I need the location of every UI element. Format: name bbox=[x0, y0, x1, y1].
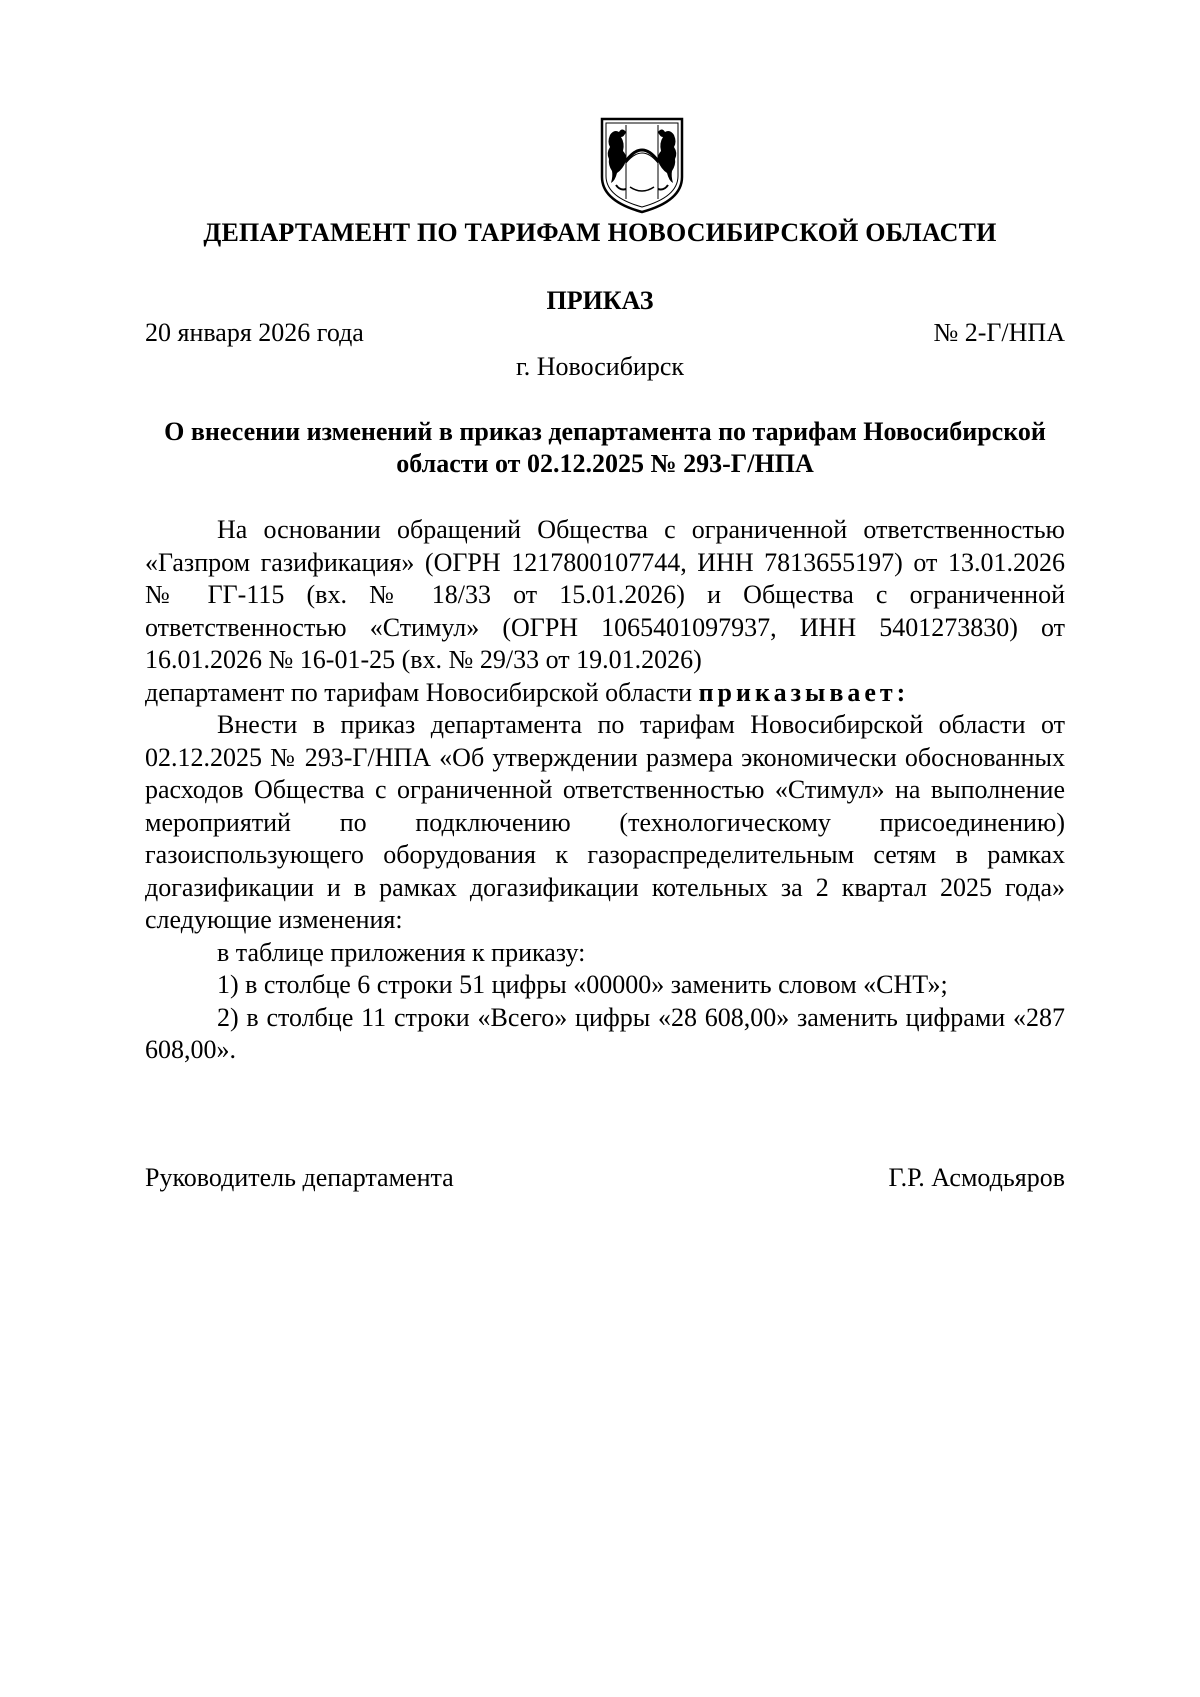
subject-line-2: области от 02.12.2025 № 293-Г/НПА bbox=[396, 449, 814, 478]
orders-paragraph bbox=[145, 677, 1065, 710]
orders-prefix: департамент по тарифам Новосибирской области bbox=[145, 677, 693, 707]
department-title: ДЕПАРТАМЕНТ ПО ТАРИФАМ НОВОСИБИРСКОЙ ОБЛАСТИ bbox=[203, 218, 997, 247]
orders-word: приказывает: bbox=[698, 677, 910, 707]
table-intro: в таблице приложения к приказу: bbox=[217, 937, 586, 967]
signer-role: Руководитель департамента bbox=[145, 1163, 454, 1192]
document-city: г. Новосибирск bbox=[515, 352, 685, 381]
document-date: 20 января 2026 года bbox=[145, 318, 364, 347]
document-type: ПРИКАЗ bbox=[546, 286, 654, 315]
change-item-1: 1) в столбце 6 строки 51 цифры «00000» заменить словом «СНТ»; bbox=[217, 970, 948, 999]
subject-line-1: О внесении изменений в приказ департамента по тарифам Новосибирской bbox=[164, 417, 1046, 446]
document-body bbox=[145, 514, 1065, 1067]
document-number: № 2-Г/НПА bbox=[933, 318, 1065, 347]
basis-paragraph: На основании обращений Общества с ограниченной ответственностью «Газпром газификация» (ОГРН 1217800107744, ИНН 7813655197) от 13.01.2026 № ГГ-115 (вх. № 18/33 от 15.01.2026) и Общества с ограниченной ответственностью «Стимул» (ОГРН 1065401097937, ИНН 5401273830) от 16.01.2026 № 16-01-25 (вх. № 29/33 от 19.01.2026) bbox=[145, 515, 1065, 674]
change-item-2: 2) в столбце 11 строки «Всего» цифры «28 608,00» заменить цифрами «287 608,00». bbox=[145, 1002, 1065, 1064]
document-subject bbox=[145, 416, 1065, 480]
signer-name: Г.Р. Асмодьяров bbox=[888, 1163, 1065, 1192]
amend-paragraph: Внести в приказ департамента по тарифам Новосибирской области от 02.12.2025 № 293-Г/НПА «Об утверждении размера экономически обоснованных расходов Общества с ограниченной ответственностью «Стимул» на выполнение мероприятий по подключению (технологическому присоединению) газоиспользующего оборудования к газораспределительным сетям в рамках догазификации и в рамках догазификации котельных за 2 квартал 2025 года» следующие изменения: bbox=[145, 710, 1065, 934]
coat-of-arms-icon bbox=[596, 115, 688, 215]
